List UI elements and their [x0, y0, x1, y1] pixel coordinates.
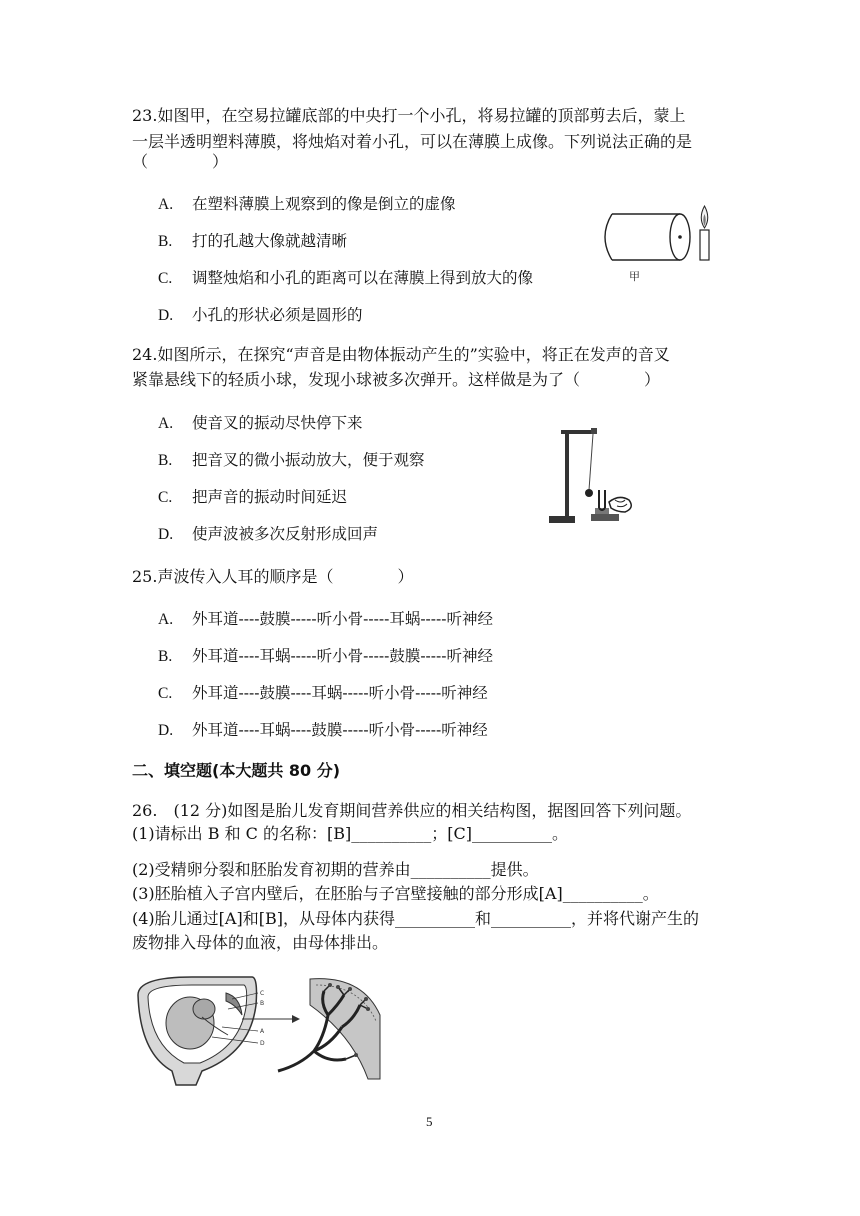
q24-stem-line-2: 紧靠悬线下的轻质小球，发现小球被多次弹开。这样做是为了（ ） [132, 370, 661, 389]
pinhole-camera-figure [590, 200, 730, 290]
option-text: 打的孔越大像就越清晰 [192, 232, 348, 250]
q24-option-b [158, 450, 425, 471]
figure-label-d: D [260, 1040, 265, 1047]
q25-option-c [158, 683, 488, 704]
option-letter: B. [158, 233, 173, 250]
section-heading: 二、填空题(本大题共 80 分) [132, 761, 341, 780]
q24-stem-line-1: 24.如图所示，在探究“声音是由物体振动产生的”实验中，将正在发声的音叉 [132, 345, 670, 364]
figure-label-b: B [260, 1000, 265, 1007]
q26-line-1: 26. (12 分)如图是胎儿发育期间营养供应的相关结构图，据图回答下列问题。 [132, 801, 692, 820]
q26-line-4: (3)胚胎植入子宫内壁后，在胚胎与子宫壁接触的部分形成[A]__________。 [132, 884, 659, 903]
option-letter: C. [158, 489, 173, 506]
q23-option-d [158, 305, 363, 326]
option-letter: D. [158, 307, 174, 324]
option-letter: C. [158, 270, 173, 287]
q23-option-c [158, 268, 533, 289]
option-letter: D. [158, 722, 174, 739]
figure-label-c: C [260, 990, 265, 997]
option-letter: A. [158, 196, 174, 213]
option-text: 把声音的振动时间延迟 [192, 488, 348, 506]
q25-option-b [158, 646, 493, 667]
option-letter: D. [158, 526, 174, 543]
q23-stem-line-3: （ ） [132, 152, 229, 171]
option-text: 调整烛焰和小孔的距离可以在薄膜上得到放大的像 [192, 269, 534, 287]
option-text: 使音叉的振动尽快停下来 [192, 414, 363, 432]
q23-stem-line-1: 23.如图甲，在空易拉罐底部的中央打一个小孔，将易拉罐的顶部剪去后，蒙上 [132, 106, 686, 125]
q24-option-c [158, 487, 347, 508]
option-text: 在塑料薄膜上观察到的像是倒立的虚像 [192, 195, 456, 213]
option-letter: B. [158, 648, 173, 665]
option-text: 外耳道----鼓膜-----听小骨-----耳蜗-----听神经 [192, 610, 494, 628]
q23-option-a [158, 194, 456, 215]
q25-option-d [158, 720, 488, 741]
q26-line-5: (4)胎儿通过[A]和[B]，从母体内获得__________和__________，并将代谢产生的 [132, 909, 699, 928]
option-text: 外耳道----耳蜗----鼓膜-----听小骨-----听神经 [192, 721, 488, 739]
option-text: 外耳道----耳蜗-----听小骨-----鼓膜-----听神经 [192, 647, 494, 665]
option-text: 小孔的形状必须是圆形的 [192, 306, 363, 324]
fetal-nutrition-figure [132, 975, 382, 1087]
q25-stem: 25.声波传入人耳的顺序是（ ） [132, 567, 414, 586]
option-text: 外耳道----鼓膜----耳蜗-----听小骨-----听神经 [192, 684, 488, 702]
option-letter: A. [158, 415, 174, 432]
q23-option-b [158, 231, 347, 252]
option-letter: C. [158, 685, 173, 702]
q26-line-3: (2)受精卵分裂和胚胎发育初期的营养由__________提供。 [132, 860, 539, 879]
option-letter: A. [158, 611, 174, 628]
q24-option-a [158, 413, 363, 434]
figure-caption: 甲 [629, 270, 640, 283]
option-text: 使声波被多次反射形成回声 [192, 525, 379, 543]
option-letter: B. [158, 452, 173, 469]
q25-option-a [158, 609, 493, 630]
figure-label-a: A [260, 1028, 265, 1035]
option-text: 把音叉的微小振动放大，便于观察 [192, 451, 425, 469]
q24-option-d [158, 524, 378, 545]
q23-stem-line-2: 一层半透明塑料薄膜，将烛焰对着小孔，可以在薄膜上成像。下列说法正确的是 [132, 132, 693, 151]
tuning-fork-figure [545, 428, 645, 528]
q26-line-6: 废物排入母体的血液，由母体排出。 [132, 933, 389, 952]
q26-line-2: (1)请标出 B 和 C 的名称：[B]__________；[C]__________。 [132, 824, 568, 843]
page-number: 5 [426, 1114, 433, 1129]
